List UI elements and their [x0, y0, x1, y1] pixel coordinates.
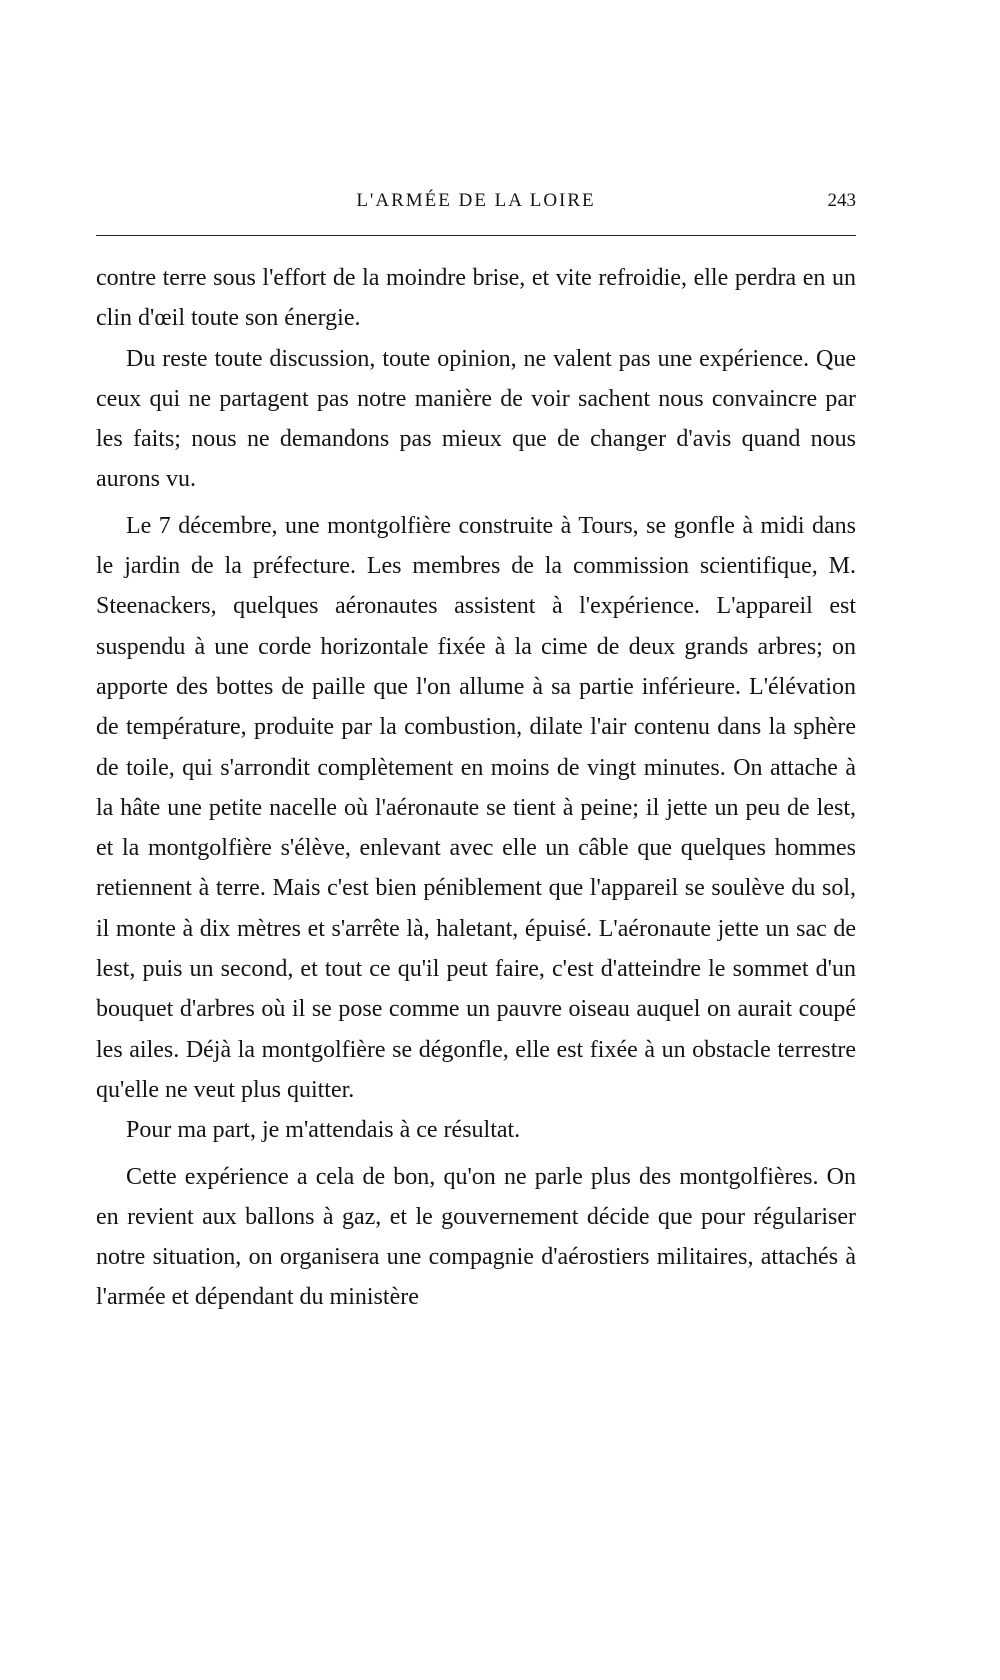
running-title: L'ARMÉE DE LA LOIRE [356, 190, 596, 211]
body-text [96, 258, 856, 1318]
paragraph-continuation: contre terre sous l'effort de la moindre brise, et vite refroidie, elle perdra en un clin d'œil toute son énergie. [96, 265, 856, 332]
page-number: 243 [827, 190, 856, 211]
running-header [96, 190, 856, 220]
header-rule [96, 235, 856, 236]
paragraph-experiment: Le 7 décembre, une montgolfière construite à Tours, se gonfle à midi dans le jardin de la préfecture. Les membres de la commission scientifique, M. Steenackers, quelques aéronautes assistent à l'expérience. L'appareil est suspendu à une corde horizontale fixée à la cime de deux grands arbres; on apporte des bottes de paille que l'on allume à sa partie inférieure. L'élévation de température, produite par la combustion, dilate l'air contenu dans la sphère de toile, qui s'arrondit complètement en moins de vingt minutes. On attache à la hâte une petite nacelle où l'aéronaute se tient à peine; il jette un peu de lest, et la montgolfière s'élève, enlevant avec elle un câble que quelques hommes retiennent à terre. Mais c'est bien péniblement que l'appareil se soulève du sol, il monte à dix mètres et s'arrête là, haletant, épuisé. L'aéronaute jette un sac de lest, puis un second, et tout ce qu'il peut faire, c'est d'atteindre le sommet d'un bouquet d'arbres où il se pose comme un pauvre oiseau auquel on aurait coupé les ailes. Déjà la montgolfière se dégonfle, elle est fixée à un obstacle terrestre qu'elle ne veut plus quitter. [96, 512, 856, 1103]
paragraph-discussion: Du reste toute discussion, toute opinion, ne valent pas une expérience. Que ceux qui ne partagent pas notre manière de voir sachent nous convaincre par les faits; nous ne demandons pas mieux que de changer d'avis quand nous aurons vu. [96, 345, 856, 493]
paragraph-conclusion: Cette expérience a cela de bon, qu'on ne parle plus des montgolfières. On en revient aux ballons à gaz, et le gouvernement décide que pour régulariser notre situation, on organisera une compagnie d'aérostiers militaires, attachés à l'armée et dépendant du ministère [96, 1163, 856, 1311]
paragraph-result: Pour ma part, je m'attendais à ce résultat. [126, 1117, 521, 1144]
